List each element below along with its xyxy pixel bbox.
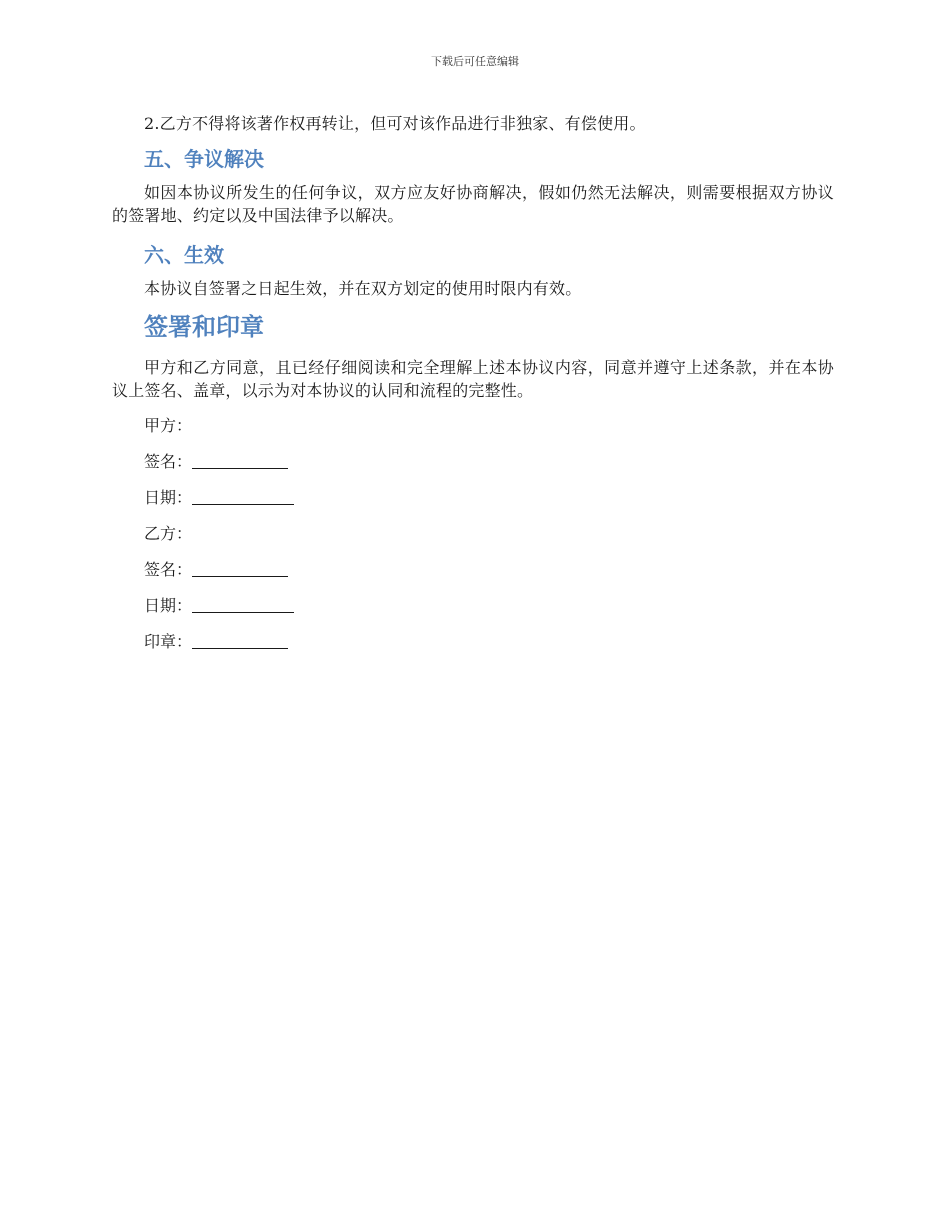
seal-label: 印章： [144, 632, 193, 651]
party-a-sign-label: 签名： [144, 452, 193, 471]
signing-heading: 签署和印章 [144, 313, 264, 341]
party-a-signature-blank[interactable] [192, 452, 288, 469]
party-b-date-line [112, 594, 834, 630]
party-b-signature-blank[interactable] [192, 560, 288, 577]
section-5-heading: 五、争议解决 [144, 147, 264, 171]
party-b-signature-line [112, 558, 834, 594]
seal-line [112, 630, 834, 666]
seal-blank[interactable] [192, 632, 288, 649]
party-a-date-line [112, 486, 834, 522]
section-5-body: 如因本协议所发生的任何争议，双方应友好协商解决，假如仍然无法解决，则需要根据双方协议的签署地、约定以及中国法律予以解决。 [112, 183, 834, 225]
party-a-date-label: 日期： [144, 488, 193, 507]
page-header: 下载后可任意编辑 [431, 55, 519, 68]
section-6-heading: 六、生效 [144, 243, 224, 267]
party-a-label-line [112, 414, 834, 450]
party-a-label: 甲方： [144, 416, 193, 435]
document-body [112, 112, 834, 666]
signing-body: 甲方和乙方同意，且已经仔细阅读和完全理解上述本协议内容，同意并遵守上述条款，并在本协议上签名、盖章，以示为对本协议的认同和流程的完整性。 [112, 358, 834, 400]
party-b-label: 乙方： [144, 524, 193, 543]
party-b-date-label: 日期： [144, 596, 193, 615]
party-a-signature-line [112, 450, 834, 486]
clause-2: 2.乙方不得将该著作权再转让，但可对该作品进行非独家、有偿使用。 [144, 114, 646, 133]
party-a-date-blank[interactable] [192, 488, 294, 505]
party-b-label-line [112, 522, 834, 558]
section-6-body: 本协议自签署之日起生效，并在双方划定的使用时限内有效。 [144, 279, 582, 298]
party-b-sign-label: 签名： [144, 560, 193, 579]
party-b-date-blank[interactable] [192, 596, 294, 613]
